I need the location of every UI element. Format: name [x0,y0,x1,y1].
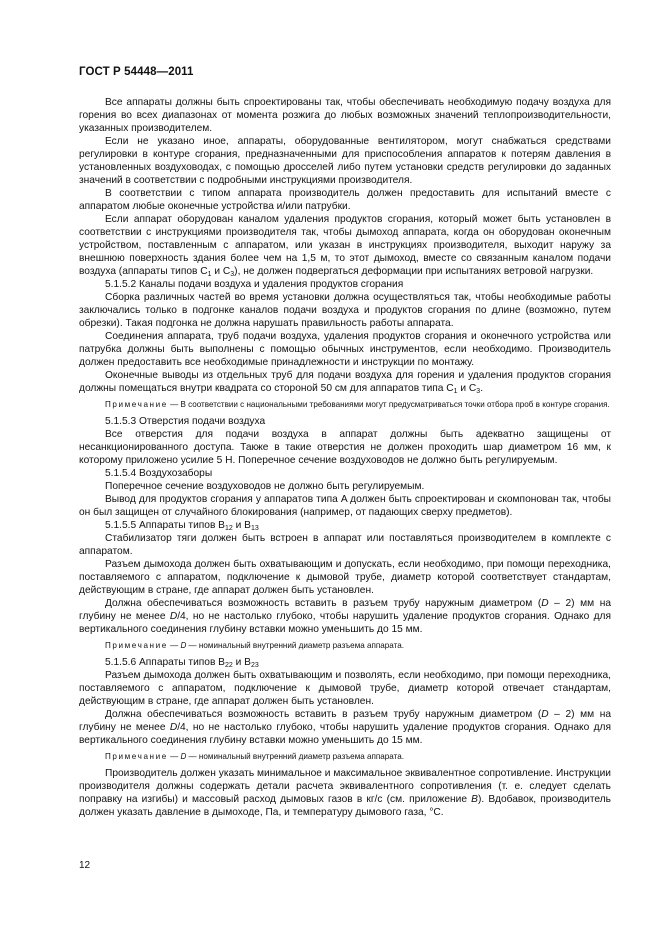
subscript: 1 [207,271,212,278]
paragraph-type-a-outlet: Вывод для продуктов сгорания у аппаратов типа A должен быть спроектирован и скомпонован так, чтобы он был защищен от случайного блокирования (например, от падающих сверху предметов). [79,494,611,518]
symbol-d: D [180,752,187,761]
paragraph-terminals: В соответствии с типом аппарата производитель должен предоставить для испытаний вместе с аппаратом любые оконечные устройства и/или патрубки. [79,188,611,212]
symbol-d: D [541,598,549,609]
note-label: Примечание [105,400,168,409]
paragraph-flue-socket-b2: Разъем дымохода должен быть охватывающим и позволять, если необходимо, при помощи переходника, поставляемого с аппаратом, подключение к дымовой трубе, диаметр которой отвечает стандартам, действующим в стране, где аппарат должен быть установлен. [79,670,611,707]
text-span: Производитель должен указать минимальное и максимальное эквивалентное сопротивление. Инструкции производителя должны содержать детали расчета эквивалентного сопротивления (т. е. следует сделать поправку на изгибы) и массовый расход дымовых газов в кг/с (см. приложение [79,768,611,805]
section-heading-5153: 5.1.5.3 Отверстия подачи воздуха [105,416,266,427]
paragraph-draught-diverter: Стабилизатор тяги должен быть встроен в аппарат или поставляться производителем в комплекте с аппаратом. [79,533,611,557]
note-sampling-points [79,399,611,410]
paragraph-fan-regulation: Если не указано иное, аппараты, оборудованные вентилятором, могут снабжаться средствами регулировки в контуре сгорания, предназначенными для приспособления аппаратов к потерям давления в установленных воздуховодах, с помощью дросселей либо путем установки средств регулировки до заданных значений в соответствии с подробными инструкциями производителя. [79,136,611,186]
subscript: 1 [453,388,458,395]
text-span: 5.1.5.6 Аппараты типов B [105,657,225,668]
note-text: — номинальный внутренний диаметр разъема аппарата. [186,641,404,650]
text-span: /4, но не настолько глубоко, чтобы нарушить удаление продуктов сгорания. Однако для вертикального соединения глубину вставки можно уменьшить до 15 мм. [79,611,611,635]
paragraph-flue-socket: Разъем дымохода должен быть охватывающим и допускать, если необходимо, при помощи переходника, поставляемого с аппаратом, подключение к дымовой трубе, диаметр которой соответствует стандартам, действующим в стране, где аппарат должен быть установлен. [79,559,611,596]
section-heading-5154: 5.1.5.4 Воздухозаборы [105,468,213,479]
note-label: Примечание [105,641,168,650]
text-span: Должна обеспечиваться возможность вставить в разъем трубу наружным диаметром ( [105,598,542,609]
section-heading-5155 [79,519,611,532]
paragraph-cross-section: Поперечное сечение воздуховодов не должно быть регулируемым. [105,481,425,492]
text-span: и C [457,383,477,394]
note-diameter [79,640,611,651]
text-span: – 2) мм на глубину не менее [79,709,611,733]
text-span: 5.1.5.5 Аппараты типов B [105,520,225,531]
text-span: ), не должен подвергаться деформации при испытаниях ветровой нагрузки. [234,266,594,277]
symbol-d: D [169,722,178,733]
standard-header: ГОСТ Р 54448—2011 [79,66,194,78]
paragraph-insertion-depth [79,597,611,636]
note-text: — номинальный внутренний диаметр разъема аппарата. [186,752,404,761]
section-heading-5152: 5.1.5.2 Каналы подачи воздуха и удаления продуктов сгорания [105,279,404,290]
subscript: 23 [250,662,259,669]
text-span: — [167,641,181,650]
text-span: и B [232,657,251,668]
text-span: Если аппарат оборудован каналом удаления продуктов сгорания, который может быть установлен в соответствии с инструкциями производителя так, чтобы дымоход аппарата, когда он оборудован оконечным устройством, поставленным с аппаратом, или указан в инструкциях производителя, выходит наружу за внешнюю поверхность здания более чем на 1,5 м, то этот дымоход, вместе со связанным каналом подачи воздуха (аппараты типов C [79,214,611,277]
annex-letter: B [471,794,478,805]
text-span: Должна обеспечиваться возможность вставить в разъем трубу наружным диаметром ( [105,709,542,720]
subscript: 3 [476,388,481,395]
paragraph-wind-load [79,213,611,278]
text-span: и B [232,520,251,531]
text-span: Оконечные выводы из отдельных труб для подачи воздуха для горения и удаления продуктов сгорания должны помещаться внутри квадрата со стороной 50 см для аппаратов типа C [79,370,611,394]
subscript: 12 [224,525,233,532]
symbol-d: D [541,709,549,720]
text-span: . [480,383,484,394]
note-label: Примечание [105,752,168,761]
page-number: 12 [79,860,91,871]
paragraph-insertion-depth-b2 [79,708,611,747]
paragraph-equivalent-resistance [79,767,611,819]
text-span: /4, но не настолько глубоко, чтобы нарушить удаление продуктов сгорания. Однако для вертикального соединения глубину вставки можно уменьшить до 15 мм. [79,722,611,746]
paragraph-connections: Соединения аппарата, труб подачи воздуха, удаления продуктов сгорания и оконечного устройства или патрубка должны быть выполнены с помощью обычных инструментов, если необходимо. Производитель должен предоставить все необходимые принадлежности и инструкции по монтажу. [79,331,611,368]
text-span: ). Вдобавок, производитель должен указать давление в дымоходе, Па, и температуру дымового газа, °С. [79,794,611,818]
subscript: 3 [230,271,235,278]
paragraph-air-supply: Все аппараты должны быть спроектированы так, чтобы обеспечивать необходимую подачу воздуха для горения во всех диапазонах от момента розжига до любых возможных значений теплопроизводительности, указанных производителем. [79,97,611,134]
document-body [79,96,611,819]
symbol-d: D [169,611,178,622]
paragraph-air-openings: Все отверстия для подачи воздуха в аппарат должны быть адекватно защищены от несанкционированного доступа. Также в такие отверстия не должен проходить шар диаметром 16 мм, к которому приложено усилие 5 Н. Поперечное сечение воздуховодов не должно быть регулируемым. [79,429,611,466]
text-span: — [167,752,181,761]
paragraph-outlets [79,369,611,395]
subscript: 22 [224,662,233,669]
text-span: – 2) мм на глубину не менее [79,598,611,622]
section-heading-5156 [79,656,611,669]
paragraph-assembly: Сборка различных частей во время установки должна осуществляться так, чтобы необходимые работы заключались только в подгонке каналов подачи воздуха и продуктов сгорания по длине (возможно, путем обрезки). Такая подгонка не должна нарушать правильность работы аппарата. [79,292,611,329]
note-diameter-b2 [79,751,611,762]
text-span: и C [211,266,231,277]
subscript: 13 [250,525,259,532]
note-text: — В соответствии с национальными требованиями могут предусматриваться точки отбора проб в контуре сгорания. [167,400,610,409]
symbol-d: D [180,641,187,650]
